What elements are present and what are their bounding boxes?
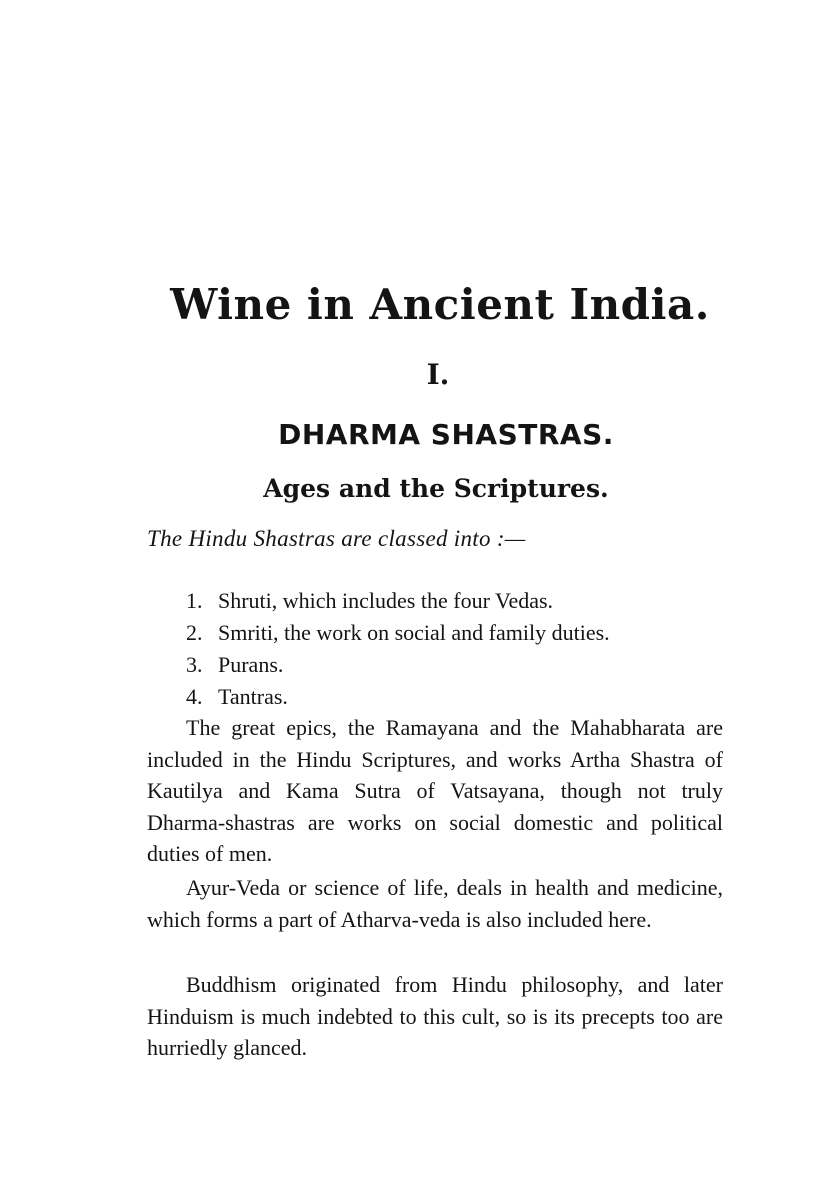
- list-item-text: Shruti, which includes the four Vedas.: [218, 588, 554, 613]
- list-item-number: 4.: [186, 684, 203, 709]
- list-item-text: Tantras.: [218, 684, 288, 709]
- list-item-text: Purans.: [218, 652, 284, 677]
- section-heading: Ages and the Scriptures.: [263, 474, 609, 503]
- chapter-heading: DHARMA SHASTRAS.: [278, 418, 614, 451]
- list-item-number: 3.: [186, 652, 203, 677]
- scripture-list: [186, 585, 610, 713]
- list-item-number: 1.: [186, 588, 203, 613]
- list-item: [186, 681, 610, 713]
- list-item: [186, 585, 610, 617]
- list-item: [186, 649, 610, 681]
- list-item-text: Smriti, the work on social and family duties.: [218, 620, 610, 645]
- paragraph-epics: The great epics, the Ramayana and the Mahabharata are included in the Hindu Scriptures, and works Artha Shastra of Kautilya and Kama Sutra of Vatsayana, though not truly Dharma-shastras are works on social domestic and political duties of men.: [147, 715, 723, 867]
- paragraph-ayurveda: Ayur-Veda or science of life, deals in health and medicine, which forms a part of Atharva-veda is also included here.: [147, 875, 723, 932]
- intro-line: The Hindu Shastras are classed into :—: [147, 526, 526, 551]
- list-item: [186, 617, 610, 649]
- chapter-number: I.: [426, 358, 450, 391]
- list-item-number: 2.: [186, 620, 203, 645]
- page-title: Wine in Ancient India.: [170, 280, 710, 329]
- paragraph-buddhism: Buddhism originated from Hindu philosophy, and later Hinduism is much indebted to this cult, so is its precepts too are hurriedly glanced.: [147, 972, 723, 1061]
